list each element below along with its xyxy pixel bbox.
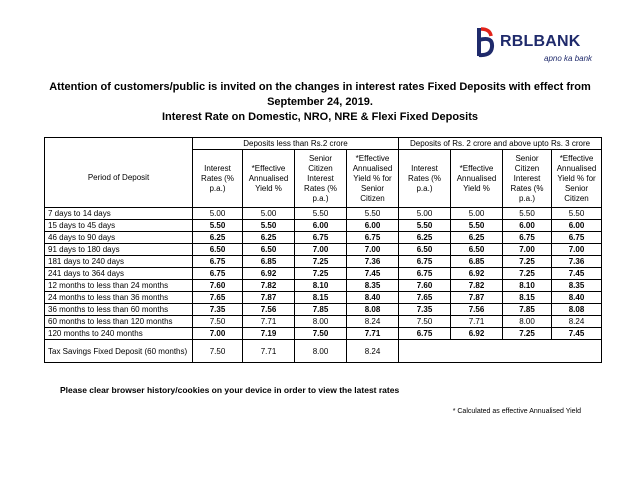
logo-rbl: RBL <box>500 33 534 50</box>
rate-cell: 7.71 <box>347 328 399 340</box>
table-row <box>45 244 602 256</box>
rate-cell: 5.50 <box>347 208 399 220</box>
logo-bank: BANK <box>533 33 581 50</box>
group-header-empty <box>45 138 193 150</box>
rate-cell: 7.25 <box>503 268 552 280</box>
rate-cell: 8.08 <box>552 304 602 316</box>
rate-cell: 6.25 <box>243 232 295 244</box>
rate-cell: 7.87 <box>243 292 295 304</box>
rate-cell: 8.24 <box>347 340 399 363</box>
rate-cell: 5.50 <box>399 220 451 232</box>
logo-tagline: apno ka bank <box>544 54 593 63</box>
rate-cell: 7.19 <box>243 328 295 340</box>
group-header-2-to-3-crore: Deposits of Rs. 2 crore and above upto Rs. 3 crore <box>399 138 602 150</box>
rate-cell: 6.50 <box>243 244 295 256</box>
period-cell: 36 months to less than 60 months <box>45 304 193 316</box>
rate-cell: 6.92 <box>243 268 295 280</box>
rate-cell: 6.75 <box>193 256 243 268</box>
rate-cell: 8.35 <box>552 280 602 292</box>
rate-cell: 6.75 <box>399 268 451 280</box>
logo-wordmark <box>500 33 581 51</box>
rate-cell: 6.92 <box>451 328 503 340</box>
period-cell: 181 days to 240 days <box>45 256 193 268</box>
table-body <box>45 208 602 363</box>
table-row <box>45 280 602 292</box>
rate-cell: 8.10 <box>503 280 552 292</box>
rate-cell: 7.00 <box>295 244 347 256</box>
rate-cell: 5.00 <box>399 208 451 220</box>
rate-cell: 5.50 <box>243 220 295 232</box>
rate-cell: 7.00 <box>193 328 243 340</box>
rate-cell: 6.50 <box>451 244 503 256</box>
table-group-header-row <box>45 138 602 150</box>
column-header-interest-rates: Interest Rates (% p.a.) <box>193 150 243 208</box>
rate-cell: 5.50 <box>193 220 243 232</box>
rate-cell: 6.50 <box>193 244 243 256</box>
rate-cell: 7.71 <box>243 340 295 363</box>
rate-cell: 6.25 <box>399 232 451 244</box>
rate-cell: 7.60 <box>193 280 243 292</box>
rate-cell: 5.50 <box>451 220 503 232</box>
table-row <box>45 316 602 328</box>
table-row <box>45 292 602 304</box>
rate-cell: 8.24 <box>347 316 399 328</box>
rate-cell: 7.65 <box>399 292 451 304</box>
rate-cell: 7.82 <box>243 280 295 292</box>
rate-cell: 6.00 <box>295 220 347 232</box>
rate-cell: 8.00 <box>295 340 347 363</box>
rate-cell: 6.92 <box>451 268 503 280</box>
rate-cell: 7.35 <box>193 304 243 316</box>
period-cell: 12 months to less than 24 months <box>45 280 193 292</box>
period-cell: 120 months to 240 months <box>45 328 193 340</box>
rate-cell: 7.82 <box>451 280 503 292</box>
rate-cell: 7.87 <box>451 292 503 304</box>
rate-cell: 6.85 <box>243 256 295 268</box>
rate-cell: 5.00 <box>451 208 503 220</box>
heading-line-2: September 24, 2019. <box>267 96 373 108</box>
rate-cell: 7.45 <box>552 268 602 280</box>
rate-cell: 6.75 <box>399 328 451 340</box>
heading-line-1: Attention of customers/public is invited on the changes in interest rates Fixed Deposits with effect from <box>49 81 591 93</box>
rate-cell: 5.50 <box>295 208 347 220</box>
rate-cell: 7.85 <box>295 304 347 316</box>
rate-cell: 5.50 <box>552 208 602 220</box>
column-header-senior-rates: Senior Citizen Interest Rates (% p.a.) <box>295 150 347 208</box>
rate-cell: 7.50 <box>193 316 243 328</box>
column-header-effective-yield-2: *Effective Annualised Yield % <box>451 150 503 208</box>
rate-cell: 8.08 <box>347 304 399 316</box>
rate-cell: 5.50 <box>503 208 552 220</box>
period-cell: 24 months to less than 36 months <box>45 292 193 304</box>
empty-cell <box>399 340 602 363</box>
interest-rate-table <box>44 137 602 363</box>
rate-cell: 8.24 <box>552 316 602 328</box>
rate-cell: 7.71 <box>451 316 503 328</box>
table-row <box>45 220 602 232</box>
rate-cell: 6.75 <box>399 256 451 268</box>
table-row <box>45 208 602 220</box>
rate-cell: 6.75 <box>295 232 347 244</box>
rate-cell: 7.00 <box>503 244 552 256</box>
column-header-senior-yield: *Effective Annualised Yield % for Senior Citizen <box>347 150 399 208</box>
table-row <box>45 328 602 340</box>
rate-cell: 7.25 <box>503 256 552 268</box>
rate-cell: 7.50 <box>295 328 347 340</box>
page-heading <box>40 80 600 125</box>
rate-cell: 6.50 <box>399 244 451 256</box>
rate-cell: 6.75 <box>503 232 552 244</box>
rate-cell: 6.25 <box>451 232 503 244</box>
table-row <box>45 340 602 363</box>
column-header-period: Period of Deposit <box>45 150 193 208</box>
column-header-effective-yield: *Effective Annualised Yield % <box>243 150 295 208</box>
table-row <box>45 304 602 316</box>
rate-cell: 8.35 <box>347 280 399 292</box>
rate-cell: 8.15 <box>503 292 552 304</box>
rate-cell: 8.00 <box>295 316 347 328</box>
rbl-bank-logo[interactable] <box>476 26 616 68</box>
rate-cell: 7.45 <box>347 268 399 280</box>
rate-cell: 7.85 <box>503 304 552 316</box>
table-row <box>45 268 602 280</box>
rate-cell: 6.00 <box>552 220 602 232</box>
table-row <box>45 256 602 268</box>
group-header-less-than-2-crore: Deposits less than Rs.2 crore <box>193 138 399 150</box>
browser-cache-notice: Please clear browser history/cookies on your device in order to view the latest rates <box>60 385 400 395</box>
rate-cell: 6.75 <box>347 232 399 244</box>
table-column-header-row <box>45 150 602 208</box>
period-cell: 60 months to less than 120 months <box>45 316 193 328</box>
rate-cell: 7.45 <box>552 328 602 340</box>
rate-cell: 7.36 <box>347 256 399 268</box>
column-header-senior-yield-2: *Effective Annualised Yield % for Senior Citizen <box>552 150 602 208</box>
rate-cell: 7.65 <box>193 292 243 304</box>
period-cell: 46 days to 90 days <box>45 232 193 244</box>
rbl-logo-icon <box>476 26 496 58</box>
rate-cell: 6.75 <box>552 232 602 244</box>
table-row <box>45 232 602 244</box>
rate-cell: 8.10 <box>295 280 347 292</box>
rate-cell: 6.00 <box>347 220 399 232</box>
rate-cell: 8.40 <box>552 292 602 304</box>
rate-cell: 7.25 <box>503 328 552 340</box>
rate-cell: 7.25 <box>295 268 347 280</box>
rate-cell: 7.56 <box>451 304 503 316</box>
rate-cell: 5.00 <box>193 208 243 220</box>
rate-cell: 7.60 <box>399 280 451 292</box>
rate-cell: 7.50 <box>193 340 243 363</box>
rate-cell: 6.75 <box>193 268 243 280</box>
rate-cell: 7.50 <box>399 316 451 328</box>
period-cell: 15 days to 45 days <box>45 220 193 232</box>
rate-cell: 8.15 <box>295 292 347 304</box>
rate-cell: 7.36 <box>552 256 602 268</box>
rate-cell: 7.35 <box>399 304 451 316</box>
rate-cell: 6.25 <box>193 232 243 244</box>
yield-footnote: * Calculated as effective Annualised Yield <box>452 408 581 415</box>
column-header-interest-rates-2: Interest Rates (% p.a.) <box>399 150 451 208</box>
rate-cell: 7.56 <box>243 304 295 316</box>
period-cell: 241 days to 364 days <box>45 268 193 280</box>
rate-cell: 7.25 <box>295 256 347 268</box>
period-cell: Tax Savings Fixed Deposit (60 months) <box>45 340 193 363</box>
rate-cell: 6.00 <box>503 220 552 232</box>
period-cell: 91 days to 180 days <box>45 244 193 256</box>
rate-cell: 7.00 <box>552 244 602 256</box>
rate-cell: 8.40 <box>347 292 399 304</box>
period-cell: 7 days to 14 days <box>45 208 193 220</box>
rate-cell: 7.71 <box>243 316 295 328</box>
column-header-senior-rates-2: Senior Citizen Interest Rates (% p.a.) <box>503 150 552 208</box>
rate-cell: 8.00 <box>503 316 552 328</box>
rate-cell: 6.85 <box>451 256 503 268</box>
rate-cell: 5.00 <box>243 208 295 220</box>
rate-cell: 7.00 <box>347 244 399 256</box>
heading-line-3: Interest Rate on Domestic, NRO, NRE & Flexi Fixed Deposits <box>161 111 478 123</box>
